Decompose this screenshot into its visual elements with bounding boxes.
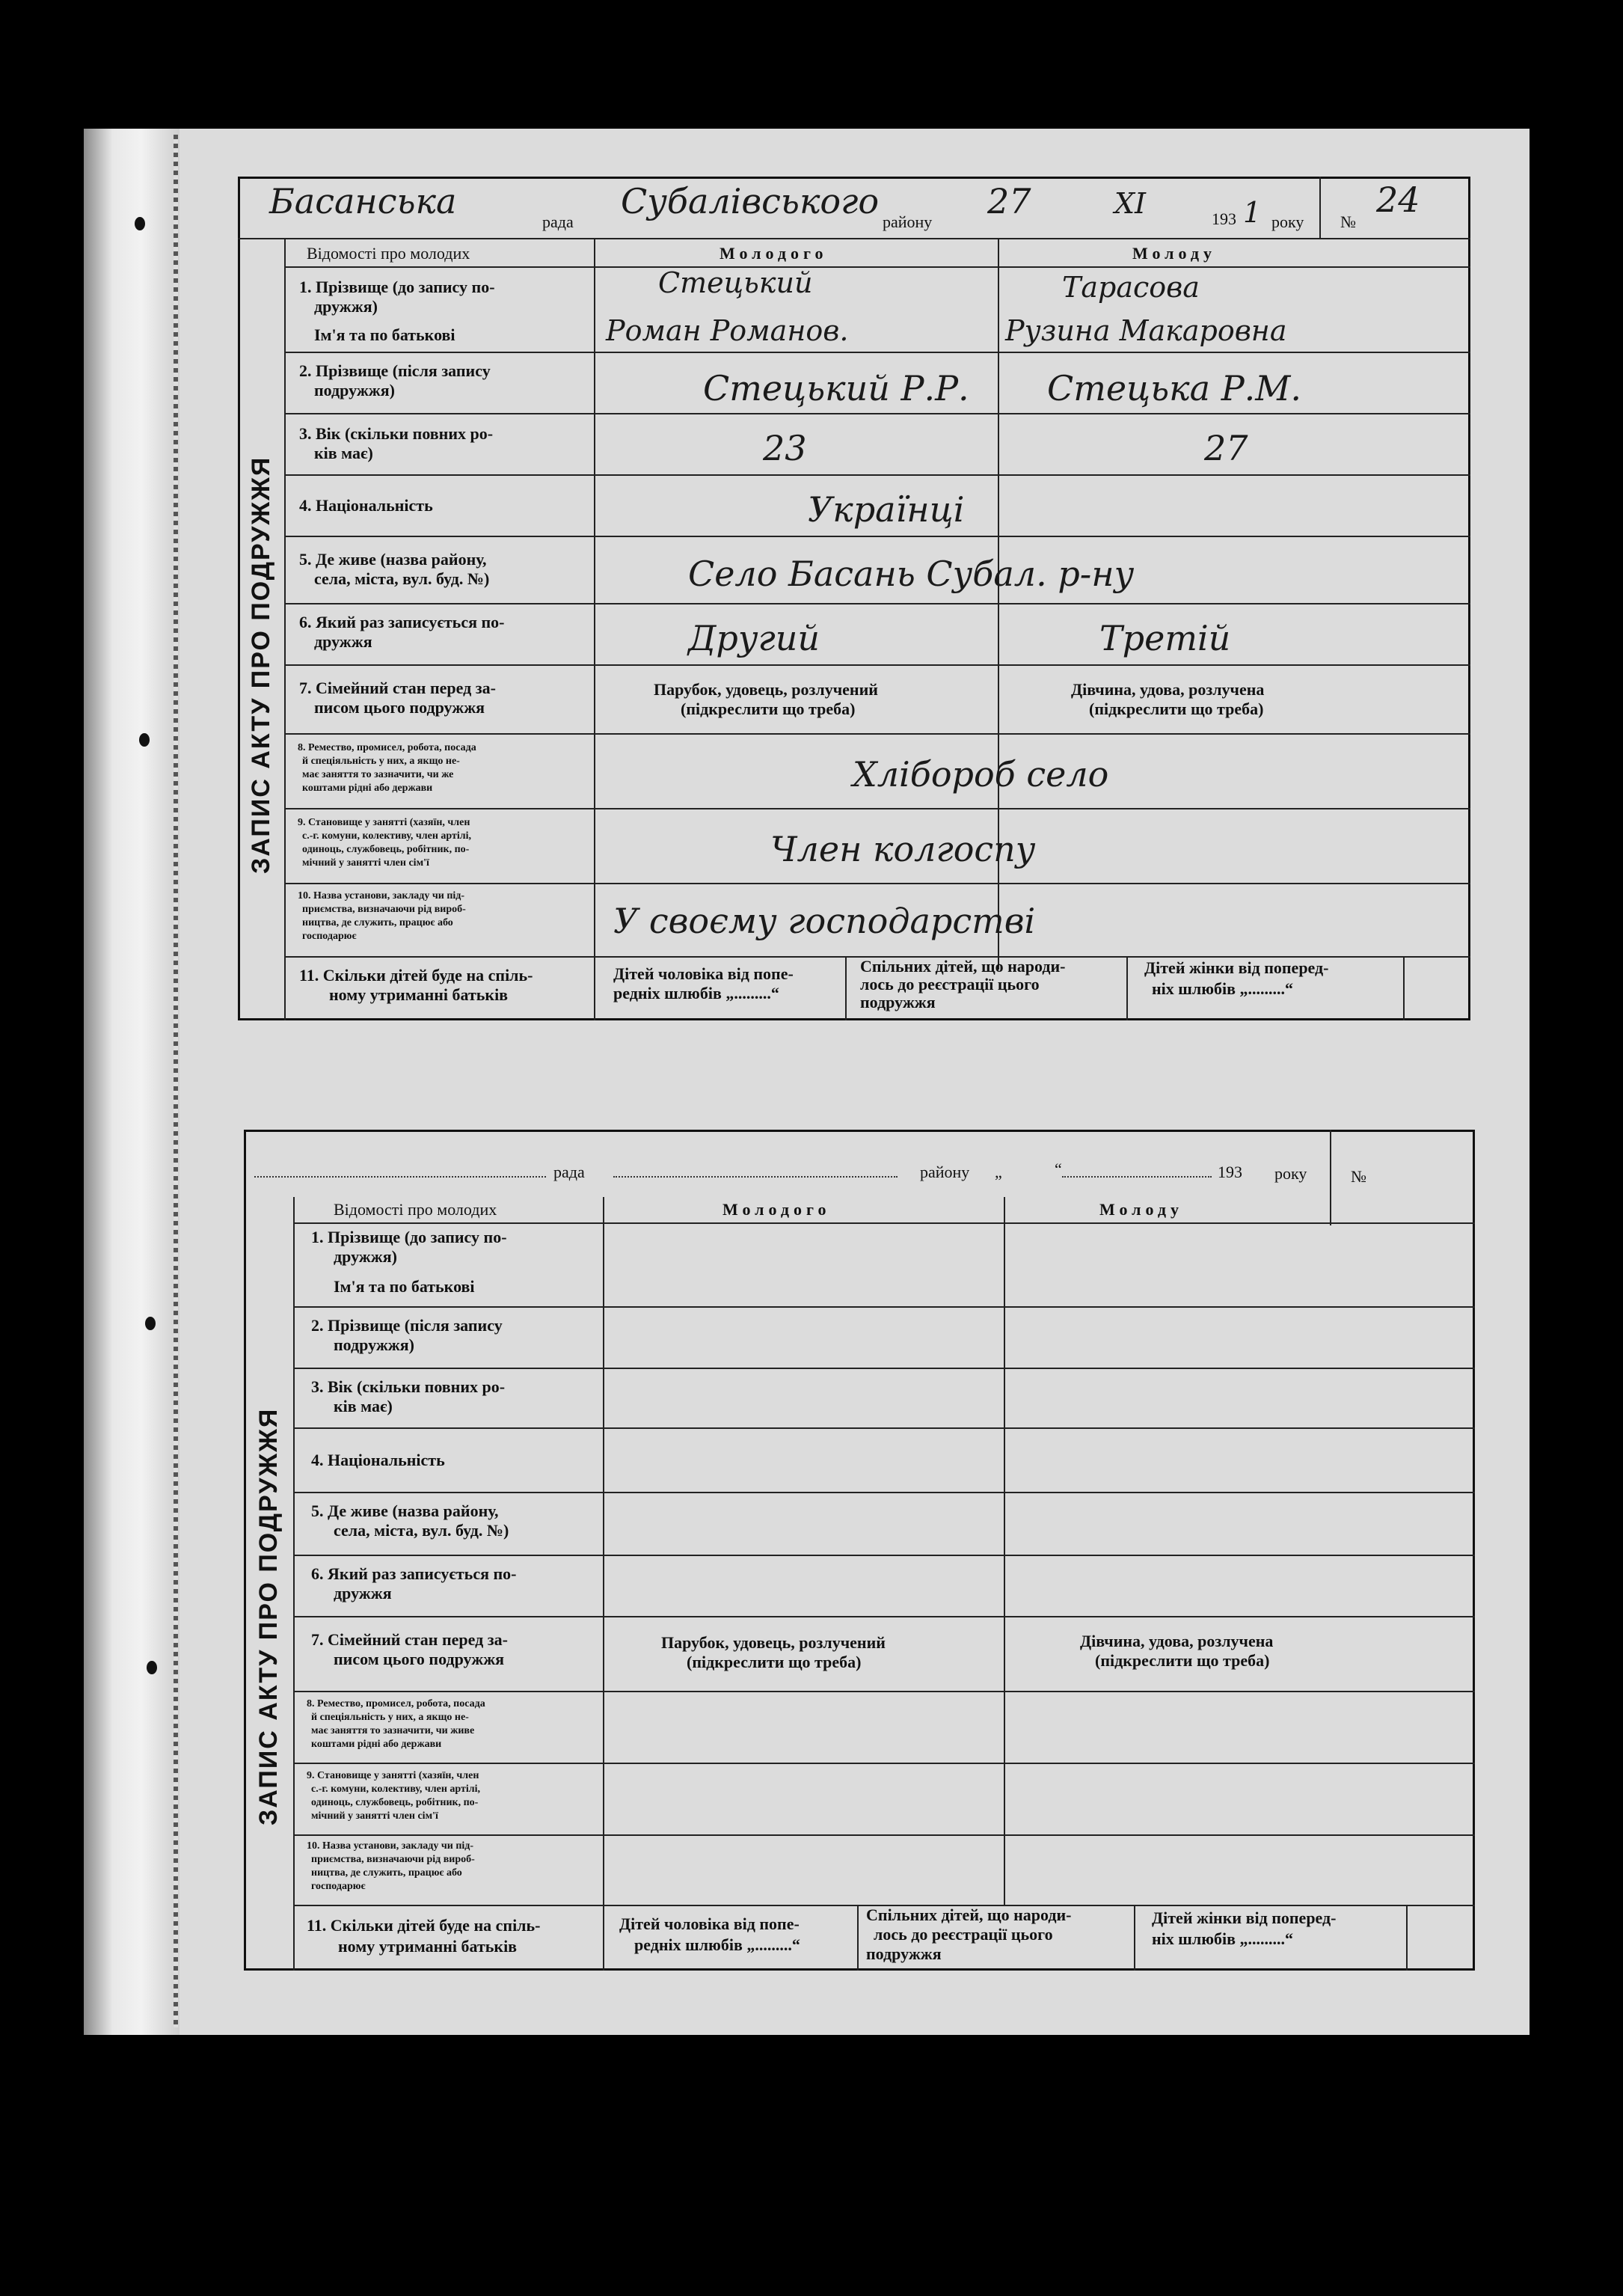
row-label-line: одиноць, службовець, робітник, по- — [302, 844, 470, 855]
row-label-line: 8. Ремество, промисел, робота, посада — [298, 742, 476, 753]
row-label-line: дружжя — [334, 1584, 392, 1602]
children-common-label: Спільних дітей, що народи- — [860, 957, 1066, 976]
workplace-handwritten: У своєму господарстві — [613, 901, 1036, 941]
occupation-handwritten: Хлібороб село — [853, 754, 1109, 795]
row-label-line: господарює — [302, 931, 357, 942]
row-label-line: ному утриманні батьків — [329, 985, 509, 1004]
row-label-line: 2. Прізвище (після запису — [311, 1316, 503, 1335]
row-rule — [284, 664, 1470, 666]
number-label: № — [1340, 212, 1356, 231]
bride-surname-handwritten: Тарасова — [1062, 271, 1200, 304]
groom-times-handwritten: Другий — [688, 618, 820, 658]
row-label-line: ництва, де служить, працює або — [311, 1867, 462, 1879]
row-label-line: 1. Прізвище (до запису по- — [299, 278, 495, 296]
row-label-line: подружжя) — [314, 381, 395, 399]
children-groom-label: Дітей чоловіка від попе- — [613, 964, 794, 983]
row-label-line: 7. Сімейний стан перед за- — [299, 679, 496, 697]
punch-hole — [135, 217, 145, 230]
row-rule — [284, 352, 1470, 353]
year-label: року — [1274, 1164, 1307, 1183]
row-label-line: 6. Який раз записується по- — [299, 613, 505, 631]
row-label-line: дружжя) — [314, 297, 378, 316]
bride-status-options: Дівчина, удова, розлучена — [1080, 1632, 1274, 1650]
children-bride-label: ніх шлюбів „.........“ — [1152, 1929, 1294, 1948]
row-rule — [293, 1834, 1475, 1836]
row-rule — [293, 1763, 1475, 1764]
row-label-line: писом цього подружжя — [334, 1650, 505, 1668]
row-label-line: 7. Сімейний стан перед за- — [311, 1630, 508, 1649]
row-label-line: приємства, визначаючи рід вироб- — [311, 1854, 475, 1865]
raion-blank — [613, 1176, 898, 1178]
row-label-line: й спеціяльність у них, а якщо не- — [311, 1712, 469, 1723]
row-rule — [284, 474, 1470, 476]
year-printed: 193 — [1218, 1163, 1242, 1181]
side-title: ЗАПИС АКТУ ПРО ПОДРУЖЖЯ — [254, 1407, 283, 1825]
date-quote-open: „ — [995, 1163, 1002, 1181]
raion-label: району — [883, 212, 933, 231]
rada-blank — [254, 1176, 546, 1178]
row-label-line: ництва, де служить, працює або — [302, 917, 453, 928]
row-label-line: мічний у занятті член сім'ї — [302, 857, 429, 869]
row-label-line: коштами рідні або держави — [302, 783, 433, 794]
nationality-handwritten: Українці — [808, 489, 965, 530]
row-label-line: має заняття то зазначити, чи живе — [311, 1725, 475, 1736]
row-label-line: 4. Національність — [311, 1451, 445, 1469]
row-label-line: 9. Становище у занятті (хазяїн, член — [298, 817, 470, 828]
year-printed: 193 — [1212, 209, 1236, 228]
row-label-line: с.-г. комуни, колективу, член артілі, — [311, 1784, 481, 1795]
groom-age-handwritten: 23 — [763, 428, 807, 468]
row-label-line: 10. Назва установи, закладу чи під- — [298, 890, 465, 901]
children-divider — [857, 1905, 859, 1971]
bride-status-hint: (підкреслити що треба) — [1095, 1651, 1270, 1670]
row-rule — [293, 1555, 1475, 1556]
number-divider — [1330, 1130, 1331, 1225]
groom-status-options: Парубок, удовець, розлучений — [654, 680, 878, 699]
children-bride-label: ніх шлюбів „.........“ — [1152, 979, 1294, 998]
row-label-line: подружжя) — [334, 1335, 414, 1354]
groom-name-handwritten: Роман Романов. — [606, 314, 849, 347]
binding-edge — [174, 135, 178, 2027]
bride-surname-after-handwritten: Стецька Р.М. — [1047, 368, 1301, 408]
bride-age-handwritten: 27 — [1204, 428, 1248, 468]
row-label-line: писом цього подружжя — [314, 698, 485, 717]
row-label-line: має заняття то зазначити, чи же — [302, 769, 454, 780]
date-blank — [1062, 1176, 1212, 1178]
date-month: XI — [1114, 187, 1147, 220]
row-label-line: Ім'я та по батькові — [314, 325, 455, 344]
row-rule — [293, 1427, 1475, 1429]
children-common-label: подружжя — [866, 1944, 942, 1963]
row-label-line: дружжя — [314, 632, 372, 651]
row-label-line: й спеціяльність у них, а якщо не- — [302, 756, 460, 767]
groom-status-hint: (підкреслити що треба) — [687, 1653, 862, 1671]
rada-label: рада — [553, 1163, 585, 1181]
row-rule — [284, 883, 1470, 884]
col-header-rule — [284, 266, 1470, 268]
children-divider — [1134, 1905, 1135, 1971]
children-common-label: Спільних дітей, що народи- — [866, 1905, 1072, 1924]
row-label-line: ків має) — [314, 444, 373, 462]
row-label-line: коштами рідні або держави — [311, 1739, 442, 1750]
side-title: ЗАПИС АКТУ ПРО ПОДРУЖЖЯ — [247, 456, 275, 874]
row-label-line: 11. Скільки дітей буде на спіль- — [299, 966, 533, 985]
position-handwritten: Член колгоспу — [770, 829, 1036, 869]
raion-handwritten: Субалівського — [621, 181, 880, 221]
row-label-line: с.-г. комуни, колективу, член артілі, — [302, 830, 472, 842]
col-header-rule — [293, 1222, 1475, 1224]
year-handwritten: 1 — [1243, 196, 1262, 229]
col-groom-header: Молодого — [722, 1200, 831, 1219]
number-divider — [1319, 177, 1321, 238]
bride-status-options: Дівчина, удова, розлучена — [1071, 680, 1265, 699]
row-label-line: одиноць, службовець, робітник, по- — [311, 1797, 479, 1808]
row-rule — [284, 808, 1470, 809]
groom-status-options: Парубок, удовець, розлучений — [661, 1633, 886, 1652]
row-label-line: 5. Де живе (назва району, — [311, 1501, 499, 1520]
children-groom-label: редніх шлюбів „.........“ — [634, 1935, 800, 1954]
row-rule — [284, 413, 1470, 414]
side-divider — [284, 238, 286, 1020]
residence-handwritten: Село Басань Субал. р-ну — [688, 554, 1135, 594]
children-bride-label: Дітей жінки від поперед- — [1152, 1908, 1337, 1927]
groom-status-hint: (підкреслити що треба) — [681, 699, 856, 718]
children-common-label: подружжя — [860, 993, 936, 1011]
rada-label: рада — [542, 212, 574, 231]
punch-hole — [139, 733, 150, 747]
children-divider — [1406, 1905, 1408, 1971]
children-common-label: лось до реєстрації цього — [874, 1925, 1053, 1944]
rada-handwritten: Басанська — [269, 181, 457, 221]
row-rule — [293, 1368, 1475, 1369]
row-label-line: 6. Який раз записується по- — [311, 1564, 517, 1583]
number-label: № — [1351, 1167, 1366, 1186]
row-label-line: Ім'я та по батькові — [334, 1277, 475, 1296]
children-bride-label: Дітей жінки від поперед- — [1144, 958, 1329, 977]
row-label-line: 3. Вік (скільки повних ро- — [299, 424, 494, 443]
row-label-line: 5. Де живе (назва району, — [299, 550, 487, 569]
groom-surname-after-handwritten: Стецький Р.Р. — [703, 368, 969, 408]
row-label-line: села, міста, вул. буд. №) — [314, 569, 490, 588]
row-label-line: 1. Прізвище (до запису по- — [311, 1228, 507, 1246]
col-info-header: Відомості про молодих — [334, 1200, 497, 1219]
row-rule — [293, 1306, 1475, 1308]
row-label-line: ному утриманні батьків — [338, 1937, 518, 1956]
col-info-header: Відомості про молодих — [307, 244, 470, 263]
col-divider-1 — [594, 238, 595, 1020]
bride-times-handwritten: Третій — [1099, 618, 1231, 658]
punch-hole — [145, 1317, 156, 1330]
bride-status-hint: (підкреслити що треба) — [1089, 699, 1264, 718]
row-label-line: 9. Становище у занятті (хазяїн, член — [307, 1770, 479, 1781]
row-rule — [284, 603, 1470, 604]
row-label-line: 8. Ремество, промисел, робота, посада — [307, 1698, 485, 1709]
punch-hole — [147, 1661, 157, 1674]
col-divider-2 — [1004, 1197, 1005, 1905]
row-label-line: господарює — [311, 1881, 366, 1892]
raion-label: району — [920, 1163, 970, 1181]
binding-strip — [84, 129, 180, 2035]
row-label-line: 11. Скільки дітей буде на спіль- — [307, 1916, 541, 1935]
row-label-line: 2. Прізвище (після запису — [299, 361, 491, 380]
children-divider — [845, 956, 847, 1020]
col-groom-header: Молодого — [720, 244, 828, 263]
row-label-line: дружжя) — [334, 1247, 397, 1266]
row-label-line: 3. Вік (скільки повних ро- — [311, 1377, 506, 1396]
children-divider — [1126, 956, 1128, 1020]
row-rule — [284, 536, 1470, 537]
number-value: 24 — [1376, 180, 1420, 220]
side-divider — [293, 1197, 295, 1971]
children-common-label: лось до реєстрації цього — [860, 975, 1040, 994]
children-groom-label: редніх шлюбів „.........“ — [613, 984, 779, 1002]
row-rule — [293, 1691, 1475, 1692]
row-label-line: ків має) — [334, 1397, 393, 1415]
row-label-line: села, міста, вул. буд. №) — [334, 1521, 509, 1540]
bride-name-handwritten: Рузина Макаровна — [1005, 314, 1287, 347]
header-rule — [238, 238, 1470, 239]
col-bride-header: Молоду — [1132, 244, 1217, 263]
row-label-line: мічний у занятті член сім'ї — [311, 1810, 438, 1822]
children-divider — [1403, 956, 1405, 1020]
children-groom-label: Дітей чоловіка від попе- — [619, 1914, 800, 1933]
year-label: року — [1271, 212, 1304, 231]
row-rule — [284, 733, 1470, 735]
date-quote-close: “ — [1055, 1160, 1062, 1178]
row-label-line: приємства, визначаючи рід вироб- — [302, 904, 466, 915]
col-bride-header: Молоду — [1099, 1200, 1184, 1219]
row-rule — [293, 1616, 1475, 1617]
row-label-line: 10. Назва установи, закладу чи під- — [307, 1840, 474, 1852]
col-divider-1 — [603, 1197, 604, 1971]
row-rule — [293, 1492, 1475, 1493]
date-day: 27 — [987, 181, 1031, 221]
row-label-line: 4. Національність — [299, 496, 433, 515]
groom-surname-handwritten: Стецький — [658, 266, 813, 299]
